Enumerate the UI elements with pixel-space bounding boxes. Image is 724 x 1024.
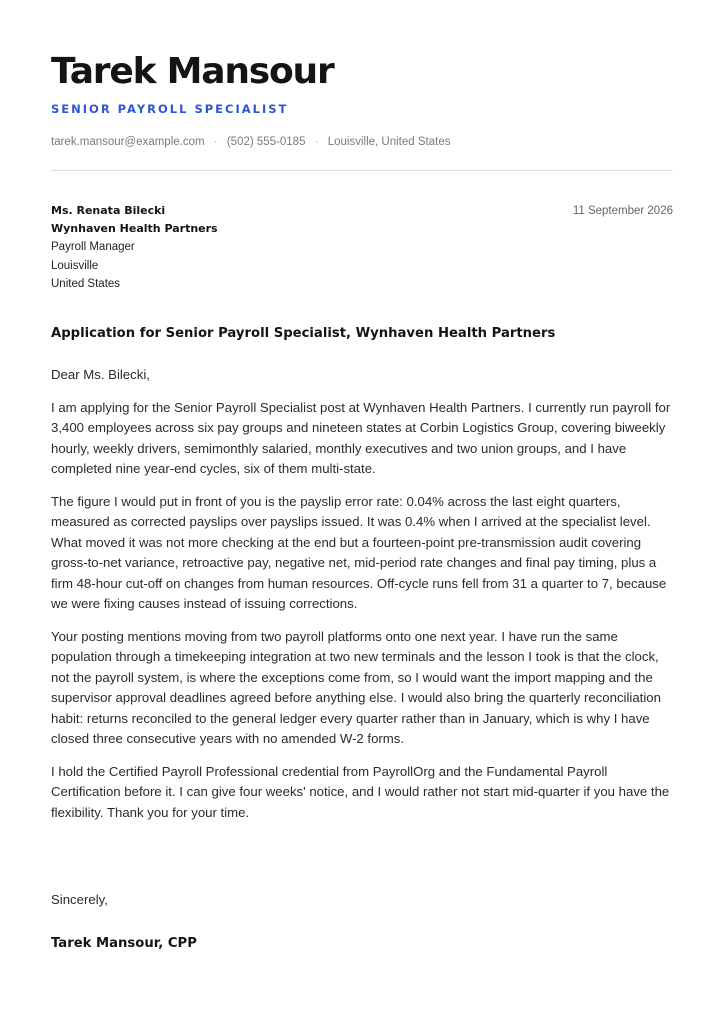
applicant-name: Tarek Mansour — [51, 51, 334, 92]
letter-date: 11 September 2026 — [572, 205, 673, 217]
applicant-role: SENIOR PAYROLL SPECIALIST — [51, 102, 289, 116]
contact-line — [51, 134, 450, 150]
letter-subject: Application for Senior Payroll Specialist, Wynhaven Health Partners — [51, 326, 556, 341]
recipient-country: United States — [51, 277, 121, 290]
signature: Tarek Mansour, CPP — [51, 936, 197, 951]
body-paragraph: I hold the Certified Payroll Professional credential from PayrollOrg and the Fundamental Payroll Certification before it. I can give four weeks' notice, and I would rather not start mid-quarter if you have the flexibility. Thank you for your time. — [51, 763, 670, 820]
recipient-title: Payroll Manager — [51, 241, 135, 254]
recipient-company: Wynhaven Health Partners — [51, 222, 218, 236]
contact-phone: (502) 555-0185 — [226, 136, 306, 148]
body-paragraph: The figure I would put in front of you is the payslip error rate: 0.04% across the last eight quarters, measured as corrected payslips over payslips issued. It was 0.4% when I arrived at the specialist level. What moved it was not more checking at the end but a fourteen-point pre-transmission audit covering gross-to-net variance, retroactive pay, negative net, mid-period rate changes and final pay timing, plus a firm 48-hour cut-off on changes from human resources. Off-cycle runs fell from 31 a quarter to 7, because we were fixing causes instead of issuing corrections. — [51, 493, 667, 611]
recipient-name: Ms. Renata Bilecki — [51, 204, 166, 217]
body-paragraph: I am applying for the Senior Payroll Specialist post at Wynhaven Health Partners. I currently run payroll for 3,400 employees across six pay groups and nineteen states at Corbin Logistics Group, covering biweekly hourly, weekly drivers, semimonthly salaried, monthly executives and two union groups, and I have completed nine year-end cycles, six of them multi-state. — [51, 399, 671, 476]
letter-body — [51, 365, 673, 835]
recipient-block — [51, 202, 218, 293]
contact-email: tarek.mansour@example.com — [51, 136, 205, 148]
header-divider — [51, 170, 673, 171]
contact-separator: · — [213, 136, 218, 148]
contact-separator: · — [314, 136, 319, 148]
contact-location: Louisville, United States — [327, 136, 451, 148]
closing: Sincerely, — [51, 892, 108, 907]
recipient-city: Louisville — [51, 259, 99, 272]
body-paragraph: Your posting mentions moving from two payroll platforms onto one next year. I have run the same population through a timekeeping integration at two new terminals and the lesson I took is that the clock, not the payroll system, is where the exceptions come from, so I would want the import mapping and the supervisor approval deadlines agreed before anything else. I would also bring the quarterly reconciliation habit: returns reconciled to the general ledger every quarter rather than in January, which is why I have closed three consecutive years with no amended W-2 forms. — [51, 628, 661, 746]
salutation: Dear Ms. Bilecki, — [51, 367, 150, 382]
